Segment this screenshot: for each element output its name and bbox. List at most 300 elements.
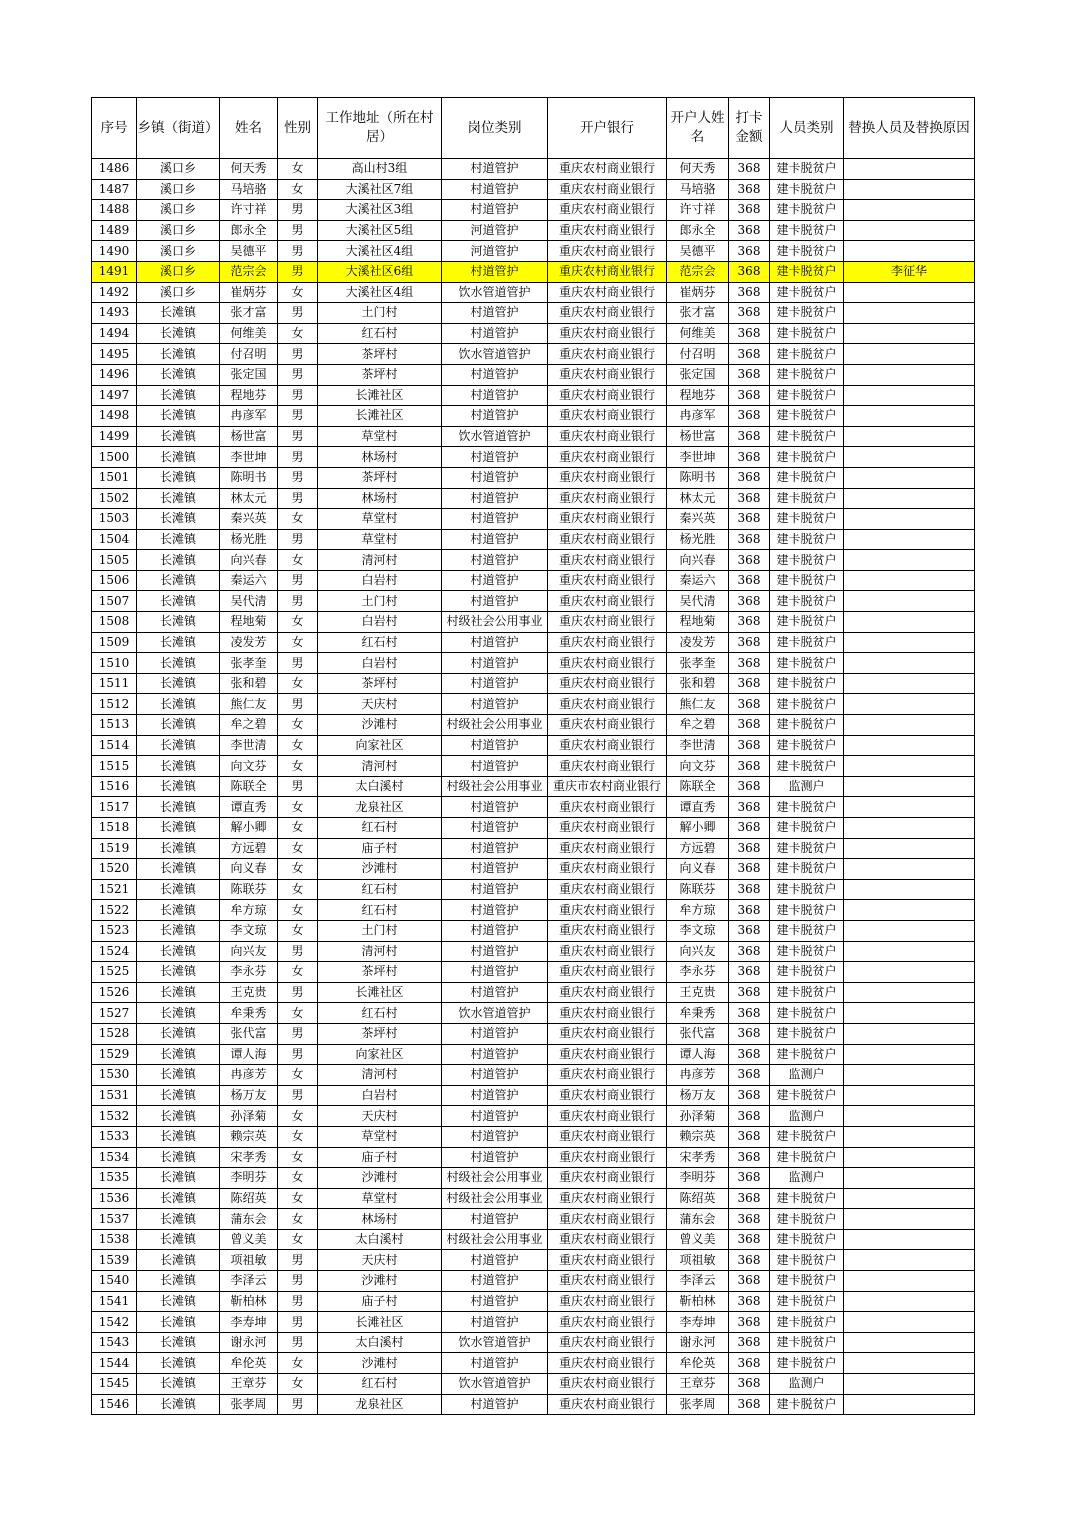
table-row xyxy=(92,797,975,818)
cell-bank: 重庆农村商业银行 xyxy=(548,179,667,200)
cell-category: 建卡脱贫户 xyxy=(770,529,844,550)
cell-account-holder: 谭人海 xyxy=(667,1044,729,1065)
cell-post: 村道管护 xyxy=(442,818,548,839)
cell-category: 建卡脱贫户 xyxy=(770,1003,844,1024)
cell-replacement xyxy=(844,1332,975,1353)
cell-town: 长滩镇 xyxy=(137,1250,220,1271)
cell-replacement xyxy=(844,1044,975,1065)
cell-replacement xyxy=(844,1147,975,1168)
cell-post: 村道管护 xyxy=(442,1106,548,1127)
cell-account-holder: 孙泽菊 xyxy=(667,1106,729,1127)
cell-amount: 368 xyxy=(729,653,770,674)
table-row xyxy=(92,447,975,468)
cell-bank: 重庆农村商业银行 xyxy=(548,591,667,612)
cell-amount: 368 xyxy=(729,1188,770,1209)
cell-category: 建卡脱贫户 xyxy=(770,406,844,427)
cell-address: 红石村 xyxy=(318,1003,442,1024)
cell-address: 茶坪村 xyxy=(318,344,442,365)
cell-name: 谭直秀 xyxy=(220,797,278,818)
cell-bank: 重庆农村商业银行 xyxy=(548,220,667,241)
cell-gender: 男 xyxy=(278,261,318,282)
cell-account-holder: 张孝周 xyxy=(667,1394,729,1415)
cell-category: 建卡脱贫户 xyxy=(770,900,844,921)
cell-amount: 368 xyxy=(729,303,770,324)
cell-category: 建卡脱贫户 xyxy=(770,200,844,221)
cell-post: 村道管护 xyxy=(442,1065,548,1086)
col-header-seq: 序号 xyxy=(92,98,137,159)
table-row xyxy=(92,612,975,633)
cell-replacement xyxy=(844,159,975,180)
cell-seq: 1537 xyxy=(92,1209,137,1230)
cell-address: 草堂村 xyxy=(318,1188,442,1209)
cell-category: 建卡脱贫户 xyxy=(770,1353,844,1374)
cell-gender: 男 xyxy=(278,406,318,427)
cell-address: 草堂村 xyxy=(318,1126,442,1147)
cell-replacement xyxy=(844,447,975,468)
cell-seq: 1507 xyxy=(92,591,137,612)
cell-replacement xyxy=(844,570,975,591)
cell-town: 长滩镇 xyxy=(137,1271,220,1292)
col-header-town: 乡镇（街道） xyxy=(137,98,220,159)
cell-replacement xyxy=(844,282,975,303)
cell-replacement xyxy=(844,941,975,962)
cell-account-holder: 李寿坤 xyxy=(667,1312,729,1333)
cell-gender: 女 xyxy=(278,179,318,200)
cell-account-holder: 张和碧 xyxy=(667,673,729,694)
cell-gender: 女 xyxy=(278,1126,318,1147)
cell-amount: 368 xyxy=(729,385,770,406)
cell-bank: 重庆农村商业银行 xyxy=(548,1271,667,1292)
cell-account-holder: 李文琼 xyxy=(667,920,729,941)
cell-name: 杨光胜 xyxy=(220,529,278,550)
cell-category: 建卡脱贫户 xyxy=(770,941,844,962)
cell-seq: 1539 xyxy=(92,1250,137,1271)
cell-town: 长滩镇 xyxy=(137,879,220,900)
table-row xyxy=(92,303,975,324)
cell-bank: 重庆农村商业银行 xyxy=(548,653,667,674)
cell-address: 红石村 xyxy=(318,879,442,900)
cell-bank: 重庆农村商业银行 xyxy=(548,1044,667,1065)
cell-seq: 1526 xyxy=(92,982,137,1003)
cell-category: 建卡脱贫户 xyxy=(770,591,844,612)
cell-category: 监测户 xyxy=(770,1065,844,1086)
cell-name: 崔炳芬 xyxy=(220,282,278,303)
table-row xyxy=(92,1168,975,1189)
cell-seq: 1516 xyxy=(92,776,137,797)
cell-replacement xyxy=(844,529,975,550)
cell-account-holder: 张代富 xyxy=(667,1023,729,1044)
table-row xyxy=(92,1188,975,1209)
cell-town: 长滩镇 xyxy=(137,941,220,962)
cell-bank: 重庆农村商业银行 xyxy=(548,385,667,406)
cell-bank: 重庆农村商业银行 xyxy=(548,200,667,221)
table-row xyxy=(92,673,975,694)
cell-account-holder: 付召明 xyxy=(667,344,729,365)
cell-name: 赖宗英 xyxy=(220,1126,278,1147)
cell-gender: 男 xyxy=(278,1332,318,1353)
table-row xyxy=(92,261,975,282)
table-row xyxy=(92,1003,975,1024)
table-row xyxy=(92,715,975,736)
cell-address: 天庆村 xyxy=(318,694,442,715)
cell-replacement xyxy=(844,426,975,447)
cell-account-holder: 吴代清 xyxy=(667,591,729,612)
cell-account-holder: 李明芬 xyxy=(667,1168,729,1189)
cell-name: 李世清 xyxy=(220,735,278,756)
cell-address: 土门村 xyxy=(318,920,442,941)
cell-bank: 重庆农村商业银行 xyxy=(548,1147,667,1168)
cell-gender: 女 xyxy=(278,1353,318,1374)
cell-name: 牟伦英 xyxy=(220,1353,278,1374)
cell-town: 溪口乡 xyxy=(137,282,220,303)
cell-seq: 1529 xyxy=(92,1044,137,1065)
cell-post: 村道管护 xyxy=(442,570,548,591)
cell-account-holder: 吴德平 xyxy=(667,241,729,262)
cell-replacement xyxy=(844,818,975,839)
cell-post: 村道管护 xyxy=(442,797,548,818)
cell-name: 冉彦军 xyxy=(220,406,278,427)
cell-category: 建卡脱贫户 xyxy=(770,1188,844,1209)
cell-category: 建卡脱贫户 xyxy=(770,1271,844,1292)
cell-gender: 男 xyxy=(278,982,318,1003)
cell-name: 方远碧 xyxy=(220,838,278,859)
cell-name: 李明芬 xyxy=(220,1168,278,1189)
cell-seq: 1530 xyxy=(92,1065,137,1086)
cell-name: 马培骆 xyxy=(220,179,278,200)
cell-seq: 1495 xyxy=(92,344,137,365)
cell-amount: 368 xyxy=(729,426,770,447)
cell-amount: 368 xyxy=(729,509,770,530)
cell-post: 村道管护 xyxy=(442,1271,548,1292)
cell-post: 村道管护 xyxy=(442,735,548,756)
cell-gender: 女 xyxy=(278,632,318,653)
cell-town: 长滩镇 xyxy=(137,1126,220,1147)
cell-address: 长滩社区 xyxy=(318,1312,442,1333)
cell-amount: 368 xyxy=(729,1291,770,1312)
cell-post: 村道管护 xyxy=(442,900,548,921)
cell-amount: 368 xyxy=(729,591,770,612)
cell-account-holder: 冉彦军 xyxy=(667,406,729,427)
cell-gender: 女 xyxy=(278,900,318,921)
cell-name: 秦运六 xyxy=(220,570,278,591)
cell-bank: 重庆农村商业银行 xyxy=(548,488,667,509)
cell-address: 清河村 xyxy=(318,756,442,777)
cell-amount: 368 xyxy=(729,941,770,962)
cell-post: 村道管护 xyxy=(442,591,548,612)
cell-category: 建卡脱贫户 xyxy=(770,694,844,715)
cell-address: 大溪社区4组 xyxy=(318,282,442,303)
cell-gender: 女 xyxy=(278,838,318,859)
cell-post: 村级社会公用事业 xyxy=(442,1168,548,1189)
cell-name: 张代富 xyxy=(220,1023,278,1044)
cell-replacement xyxy=(844,385,975,406)
cell-post: 村道管护 xyxy=(442,467,548,488)
cell-account-holder: 向兴春 xyxy=(667,550,729,571)
cell-category: 建卡脱贫户 xyxy=(770,715,844,736)
cell-gender: 女 xyxy=(278,818,318,839)
cell-replacement xyxy=(844,467,975,488)
cell-town: 长滩镇 xyxy=(137,344,220,365)
table-row xyxy=(92,694,975,715)
cell-bank: 重庆农村商业银行 xyxy=(548,818,667,839)
cell-seq: 1525 xyxy=(92,962,137,983)
cell-replacement xyxy=(844,344,975,365)
cell-seq: 1544 xyxy=(92,1353,137,1374)
cell-account-holder: 蒲东会 xyxy=(667,1209,729,1230)
cell-post: 饮水管道管护 xyxy=(442,282,548,303)
cell-amount: 368 xyxy=(729,570,770,591)
cell-account-holder: 牟之碧 xyxy=(667,715,729,736)
cell-seq: 1543 xyxy=(92,1332,137,1353)
cell-name: 向兴友 xyxy=(220,941,278,962)
cell-address: 林场村 xyxy=(318,488,442,509)
cell-name: 杨世富 xyxy=(220,426,278,447)
cell-account-holder: 向兴友 xyxy=(667,941,729,962)
cell-name: 熊仁友 xyxy=(220,694,278,715)
cell-amount: 368 xyxy=(729,776,770,797)
cell-seq: 1500 xyxy=(92,447,137,468)
cell-address: 白岩村 xyxy=(318,653,442,674)
cell-town: 长滩镇 xyxy=(137,1291,220,1312)
cell-gender: 女 xyxy=(278,715,318,736)
cell-seq: 1490 xyxy=(92,241,137,262)
cell-bank: 重庆农村商业银行 xyxy=(548,1023,667,1044)
cell-account-holder: 曾义美 xyxy=(667,1229,729,1250)
cell-gender: 男 xyxy=(278,653,318,674)
table-row xyxy=(92,900,975,921)
cell-name: 孙泽菊 xyxy=(220,1106,278,1127)
cell-replacement xyxy=(844,715,975,736)
cell-post: 村道管护 xyxy=(442,756,548,777)
cell-gender: 男 xyxy=(278,1044,318,1065)
cell-replacement xyxy=(844,509,975,530)
table-row xyxy=(92,488,975,509)
cell-town: 长滩镇 xyxy=(137,673,220,694)
cell-address: 茶坪村 xyxy=(318,1023,442,1044)
table-row xyxy=(92,1291,975,1312)
cell-account-holder: 陈联全 xyxy=(667,776,729,797)
cell-seq: 1541 xyxy=(92,1291,137,1312)
cell-post: 村道管护 xyxy=(442,920,548,941)
cell-category: 建卡脱贫户 xyxy=(770,220,844,241)
cell-replacement xyxy=(844,364,975,385)
cell-seq: 1513 xyxy=(92,715,137,736)
cell-seq: 1545 xyxy=(92,1374,137,1395)
cell-gender: 男 xyxy=(278,941,318,962)
cell-name: 杨万友 xyxy=(220,1085,278,1106)
cell-amount: 368 xyxy=(729,220,770,241)
cell-gender: 女 xyxy=(278,920,318,941)
cell-address: 庙子村 xyxy=(318,1147,442,1168)
cell-amount: 368 xyxy=(729,756,770,777)
cell-address: 向家社区 xyxy=(318,1044,442,1065)
cell-category: 建卡脱贫户 xyxy=(770,673,844,694)
cell-category: 建卡脱贫户 xyxy=(770,1147,844,1168)
cell-address: 林场村 xyxy=(318,447,442,468)
cell-category: 建卡脱贫户 xyxy=(770,838,844,859)
cell-town: 长滩镇 xyxy=(137,447,220,468)
cell-post: 村级社会公用事业 xyxy=(442,612,548,633)
table-row xyxy=(92,632,975,653)
cell-post: 村级社会公用事业 xyxy=(442,1229,548,1250)
cell-gender: 女 xyxy=(278,1374,318,1395)
cell-name: 程地菊 xyxy=(220,612,278,633)
cell-town: 溪口乡 xyxy=(137,241,220,262)
cell-gender: 男 xyxy=(278,1312,318,1333)
cell-category: 建卡脱贫户 xyxy=(770,1044,844,1065)
cell-address: 长滩社区 xyxy=(318,406,442,427)
cell-category: 建卡脱贫户 xyxy=(770,1312,844,1333)
table-row xyxy=(92,1353,975,1374)
cell-amount: 368 xyxy=(729,406,770,427)
cell-town: 溪口乡 xyxy=(137,200,220,221)
cell-category: 建卡脱贫户 xyxy=(770,1023,844,1044)
cell-amount: 368 xyxy=(729,467,770,488)
table-row xyxy=(92,1312,975,1333)
cell-bank: 重庆农村商业银行 xyxy=(548,550,667,571)
cell-replacement xyxy=(844,694,975,715)
cell-address: 天庆村 xyxy=(318,1106,442,1127)
cell-seq: 1501 xyxy=(92,467,137,488)
cell-bank: 重庆农村商业银行 xyxy=(548,529,667,550)
cell-bank: 重庆农村商业银行 xyxy=(548,1394,667,1415)
cell-address: 龙泉社区 xyxy=(318,1394,442,1415)
cell-post: 村道管护 xyxy=(442,1085,548,1106)
cell-account-holder: 张孝奎 xyxy=(667,653,729,674)
cell-post: 村级社会公用事业 xyxy=(442,715,548,736)
cell-bank: 重庆农村商业银行 xyxy=(548,509,667,530)
cell-town: 长滩镇 xyxy=(137,1353,220,1374)
table-row xyxy=(92,159,975,180)
cell-name: 李文琼 xyxy=(220,920,278,941)
table-row xyxy=(92,1250,975,1271)
cell-bank: 重庆农村商业银行 xyxy=(548,447,667,468)
cell-replacement xyxy=(844,303,975,324)
cell-address: 大溪社区5组 xyxy=(318,220,442,241)
cell-town: 长滩镇 xyxy=(137,1085,220,1106)
cell-account-holder: 项祖敏 xyxy=(667,1250,729,1271)
table-row xyxy=(92,509,975,530)
cell-bank: 重庆农村商业银行 xyxy=(548,797,667,818)
col-header-bank: 开户银行 xyxy=(548,98,667,159)
cell-replacement xyxy=(844,1065,975,1086)
cell-address: 清河村 xyxy=(318,550,442,571)
cell-address: 茶坪村 xyxy=(318,364,442,385)
cell-town: 长滩镇 xyxy=(137,488,220,509)
cell-address: 太白溪村 xyxy=(318,1332,442,1353)
cell-seq: 1494 xyxy=(92,323,137,344)
cell-bank: 重庆农村商业银行 xyxy=(548,426,667,447)
cell-town: 长滩镇 xyxy=(137,303,220,324)
cell-bank: 重庆农村商业银行 xyxy=(548,715,667,736)
cell-bank: 重庆农村商业银行 xyxy=(548,1065,667,1086)
cell-gender: 男 xyxy=(278,694,318,715)
table-row xyxy=(92,570,975,591)
cell-name: 张定国 xyxy=(220,364,278,385)
cell-address: 林场村 xyxy=(318,1209,442,1230)
cell-post: 村道管护 xyxy=(442,1023,548,1044)
cell-replacement xyxy=(844,776,975,797)
cell-town: 长滩镇 xyxy=(137,715,220,736)
cell-address: 沙滩村 xyxy=(318,1353,442,1374)
cell-town: 长滩镇 xyxy=(137,776,220,797)
cell-amount: 368 xyxy=(729,838,770,859)
cell-town: 长滩镇 xyxy=(137,570,220,591)
table-row xyxy=(92,1147,975,1168)
cell-bank: 重庆农村商业银行 xyxy=(548,1250,667,1271)
cell-account-holder: 程地芬 xyxy=(667,385,729,406)
cell-town: 长滩镇 xyxy=(137,1394,220,1415)
cell-amount: 368 xyxy=(729,1374,770,1395)
cell-gender: 女 xyxy=(278,797,318,818)
cell-replacement xyxy=(844,1188,975,1209)
cell-replacement xyxy=(844,241,975,262)
cell-post: 村道管护 xyxy=(442,550,548,571)
cell-town: 长滩镇 xyxy=(137,1147,220,1168)
cell-address: 草堂村 xyxy=(318,509,442,530)
cell-bank: 重庆农村商业银行 xyxy=(548,694,667,715)
cell-amount: 368 xyxy=(729,1250,770,1271)
cell-town: 长滩镇 xyxy=(137,509,220,530)
cell-seq: 1520 xyxy=(92,859,137,880)
cell-post: 村道管护 xyxy=(442,838,548,859)
cell-category: 建卡脱贫户 xyxy=(770,756,844,777)
cell-category: 建卡脱贫户 xyxy=(770,818,844,839)
cell-seq: 1531 xyxy=(92,1085,137,1106)
cell-replacement xyxy=(844,1003,975,1024)
cell-town: 长滩镇 xyxy=(137,467,220,488)
cell-seq: 1502 xyxy=(92,488,137,509)
cell-seq: 1538 xyxy=(92,1229,137,1250)
cell-account-holder: 方远碧 xyxy=(667,838,729,859)
cell-replacement xyxy=(844,859,975,880)
cell-bank: 重庆农村商业银行 xyxy=(548,756,667,777)
cell-post: 村道管护 xyxy=(442,447,548,468)
cell-account-holder: 张定国 xyxy=(667,364,729,385)
cell-seq: 1486 xyxy=(92,159,137,180)
cell-address: 大溪社区3组 xyxy=(318,200,442,221)
table-row xyxy=(92,879,975,900)
cell-post: 村道管护 xyxy=(442,179,548,200)
cell-name: 向文芬 xyxy=(220,756,278,777)
cell-replacement xyxy=(844,1353,975,1374)
cell-bank: 重庆农村商业银行 xyxy=(548,570,667,591)
cell-amount: 368 xyxy=(729,529,770,550)
cell-bank: 重庆农村商业银行 xyxy=(548,303,667,324)
cell-seq: 1524 xyxy=(92,941,137,962)
cell-bank: 重庆农村商业银行 xyxy=(548,962,667,983)
cell-post: 村道管护 xyxy=(442,364,548,385)
cell-name: 牟秉秀 xyxy=(220,1003,278,1024)
cell-category: 建卡脱贫户 xyxy=(770,1229,844,1250)
cell-name: 宋孝秀 xyxy=(220,1147,278,1168)
cell-category: 监测户 xyxy=(770,1106,844,1127)
cell-account-holder: 程地菊 xyxy=(667,612,729,633)
cell-post: 村道管护 xyxy=(442,1126,548,1147)
cell-account-holder: 向文芬 xyxy=(667,756,729,777)
cell-amount: 368 xyxy=(729,694,770,715)
cell-address: 清河村 xyxy=(318,1065,442,1086)
cell-bank: 重庆农村商业银行 xyxy=(548,159,667,180)
cell-replacement xyxy=(844,591,975,612)
cell-seq: 1493 xyxy=(92,303,137,324)
cell-replacement xyxy=(844,1168,975,1189)
cell-category: 建卡脱贫户 xyxy=(770,962,844,983)
table-row xyxy=(92,1209,975,1230)
cell-town: 长滩镇 xyxy=(137,900,220,921)
cell-account-holder: 解小卿 xyxy=(667,818,729,839)
cell-amount: 368 xyxy=(729,900,770,921)
